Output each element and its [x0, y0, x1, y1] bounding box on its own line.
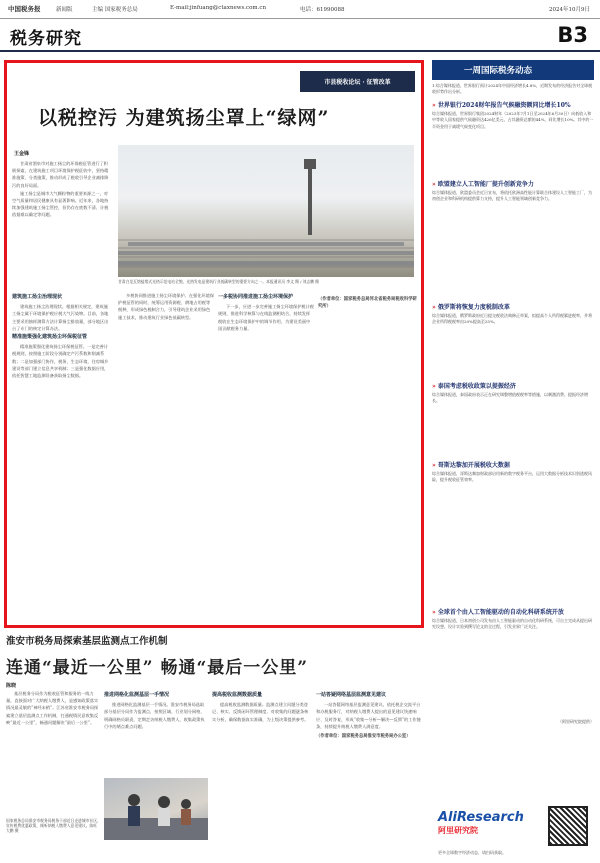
main-column-3 — [218, 292, 314, 617]
right-intro: 1.综合媒体报道，世界银行预计2024年中国经济增长4.8%，近期发布的经济报告对全球税收形势作出分析。 — [432, 83, 593, 95]
photo-caption: 甘肃白龙瓦熔盐塔式光热示范电站全貌。光热发电是建筑行业低碳转型的重要方向之一。本报通讯员 李文 摄 / 刘志鹏 摄 — [118, 279, 319, 284]
right-source: （阿里研究院提供） — [558, 718, 594, 724]
right-news-title: » 哥斯达黎加开展税收大数据 — [432, 461, 510, 469]
main-column-1a — [12, 160, 112, 288]
phone: 电话：61990088 — [300, 7, 345, 13]
masthead — [0, 0, 600, 19]
second-paragraph: 提高税收监测数据质量。监测点建立问题分类登记、核实、反馈闭环管理制度，对收集的问题逐条核实分析，确保数据真实准确，为上级决策提供参考。 — [212, 702, 309, 722]
main-headline: 以税控污 为建筑扬尘罩上“绿网” — [38, 107, 330, 129]
issue-date: 2024年10月9日 — [549, 7, 590, 13]
right-header-title: 一周国际税务动态 — [464, 66, 533, 76]
edition-label: 新闻版 — [56, 7, 73, 13]
community-photo — [104, 778, 208, 840]
main-paragraph: 精准施策强化建筑扬尘环保税征管。一是完善计税规则，按照施工阶段分别确定产污系数和削减系数；二是加强部门协作，税务、生态环境、住房城乡建设等部门建立信息共享机制；三是强化数据应用，依托智慧工地监测设备获取扬尘数据。 — [12, 344, 109, 379]
section-title: 税务研究 — [10, 29, 82, 49]
solar-plant-photo — [118, 145, 414, 277]
kicker-badge — [300, 71, 415, 91]
main-paragraph: 多税协同推进施工扬尘环境保护。在强化环境保护税征管的同时，统筹运用资源税、耕地占用税等税种，形成绿色税制合力，引导建筑企业采用绿色施工技术，推动建筑行业绿色低碳转型。 — [118, 293, 214, 320]
second-column-1 — [6, 690, 100, 813]
second-subhead: 一站答疑网络基层监测意见建议 — [316, 692, 387, 698]
right-news-text: 综合媒体报道，俄罗斯政府近日提交税收法典修正草案，拟提高个人所得税累进税率，并将企业所得税税率由20%提高至25%。 — [432, 312, 592, 325]
logo-text: AliResearch — [438, 810, 524, 825]
section-bar — [0, 20, 600, 52]
kicker-text: 市县税收论坛 · 征管改革 — [300, 71, 415, 92]
second-paragraph: 推进网格化监测基层一手情况。淮安市税务局选取部分基层分局作为监测点，按照区域、行业划分网格，明确网格员职责，定期走访纳税人缴费人，收集政策执行中的堵点难点问题。 — [104, 702, 205, 729]
right-news-title: » 欧盟建立人工智能厂提升创新竞争力 — [432, 180, 534, 188]
main-subhead: 建筑施工扬尘治理现状 — [12, 294, 63, 300]
right-news-title: » 世界银行2024财年报告气候融资额同比增长10% — [432, 101, 571, 109]
main-paragraph: 下一步，应进一步完善施工扬尘环境保护税计税规则，推进科学核算与在线监测相结合，持续发挥税收在生态环境保护中的调节作用，为建设美丽中国贡献税务力量。 — [218, 304, 314, 331]
second-headline: 连通“最近一公里” 畅通“最后一公里” — [6, 658, 309, 678]
people-illustration — [104, 778, 208, 840]
paper-name: 中国税务报 — [8, 5, 41, 13]
aliresearch-logo — [438, 810, 548, 842]
email: E-mail:jinfuang@ctaxnews.com.cn — [170, 5, 266, 11]
second-paragraph: 基层税务分局作为税收征管和服务的一线力量，直接面对广大纳税人缴费人，是感知政策落实情况最灵敏的“神经末梢”。江苏省淮安市税务局探索建立基层监测点工作机制，打通税情民意收集反映“最近一公里”，畅通问题解决“最后一公里”。 — [6, 691, 99, 725]
main-paragraph: 甘肃省酒泉市对施工扬尘的环保税征管进行了积极探索，在建筑施工项目环境保护税征收中，坚持精准施策、分类施策，推动形成了税收引导企业减排降污的良好局面。 — [12, 161, 109, 188]
second-footnote: （作者单位：国家税务总局淮安市税务局办公室） — [316, 734, 411, 740]
second-column-4 — [316, 690, 424, 860]
right-news-title: » 泰国考虑税收政策以提振经济 — [432, 382, 516, 390]
main-column-1b — [12, 292, 112, 617]
logo-cn: 阿里研究院 — [438, 825, 478, 835]
solar-tower-illustration — [118, 145, 414, 277]
main-author: 王金锋 — [14, 151, 30, 157]
editor-info: 主编 国家税务总局 — [92, 7, 138, 13]
qr-code[interactable] — [548, 806, 588, 846]
right-news-text: 综合媒体报道，日本初创公司发布由人工智能驱动的自动化科研系统，可自主完成从提出研究设想、设计实验到撰写论文的全过程，引发业界广泛关注。 — [432, 617, 592, 630]
right-news-title: » 全球首个由人工智能驱动的自动化科研系统开放 — [432, 608, 564, 616]
main-subhead: 精准施策强化建筑扬尘环保税征管 — [12, 334, 88, 341]
right-news-text: 综合媒体报道，欧盟委员会近日宣布，将依托欧洲高性能计算联合体建设人工智能工厂，为初创企业和科研机构提供算力支持，提升人工智能领域创新竞争力。 — [432, 189, 592, 202]
main-column-4 — [318, 292, 418, 617]
right-news-text: 综合媒体报道，泰国政府表示正在研究调整增值税税率等措施，以刺激消费、提振经济增长。 — [432, 391, 588, 404]
second-author: 陈晓 — [6, 683, 17, 689]
right-news-text: 综合媒体报道，哥斯达黎加财政部启用新的数字税务平台，运用大数据分析技术识别逃税风险，提升税收征管效率。 — [432, 470, 592, 483]
main-footnote: （作者单位：国家税务总局河北省税务局税收科学研究所） — [318, 297, 417, 310]
right-column — [432, 60, 594, 863]
right-footer: 更多全球数字经济动态，请扫码获取。 — [438, 850, 506, 855]
right-news-text: 综合媒体报道，世界银行集团2024财年（2023年7月1日至2024年6月30日）向低收入和中等收入国家提供气候融资达426亿美元，占其融资总额的44%，同比增长10%。其中约一半资金用于减缓气候变化项目。 — [432, 110, 594, 129]
main-column-2 — [118, 292, 214, 617]
second-paragraph: 一站答疑网络基层监测意见建议。依托税企交流平台和办税服务厅，对纳税人缴费人提出的意见建议快速响应、及时答复，形成“收集—分析—解决—反馈”的工作链条，持续提升纳税人缴费人满意度。 — [316, 702, 421, 729]
main-paragraph: 施工扬尘是城市大气颗粒物的重要来源之一，对空气质量和居民健康具有显著影响。近年来，各地持续加强建筑施工扬尘管控，但仍存在底数不清、计税依据难以确定等问题。 — [12, 190, 109, 218]
second-subhead: 提高税收监测数据质量 — [212, 692, 263, 698]
main-subhead: 一多税协同推进施工扬尘环境保护 — [218, 294, 294, 300]
second-subhead: 推进网格化监测基层一手情况 — [104, 692, 170, 698]
main-paragraph: 建筑施工扬尘治理现状。根据相关规定，建筑施工扬尘属于环境保护税应税大气污染物。目前，各地主要采用抽样测算方法计算扬尘排放量，部分地区出台了专门的核定计算办法。 — [12, 304, 109, 331]
page-number: B3 — [557, 23, 588, 47]
second-head: 淮安市税务局探索基层监测点工作机制 — [6, 636, 168, 647]
right-news-title: » 俄罗斯将恢复力度税制改革 — [432, 303, 510, 311]
second-column-3 — [212, 690, 312, 860]
right-header — [432, 60, 594, 80]
second-photo-caption: 国家税务总局淮安市税务局税务干部近日走进城市社区，宣传税费优惠政策，倾听纳税人缴费人意见建议。陈旺 大鹏 摄 — [6, 818, 101, 834]
